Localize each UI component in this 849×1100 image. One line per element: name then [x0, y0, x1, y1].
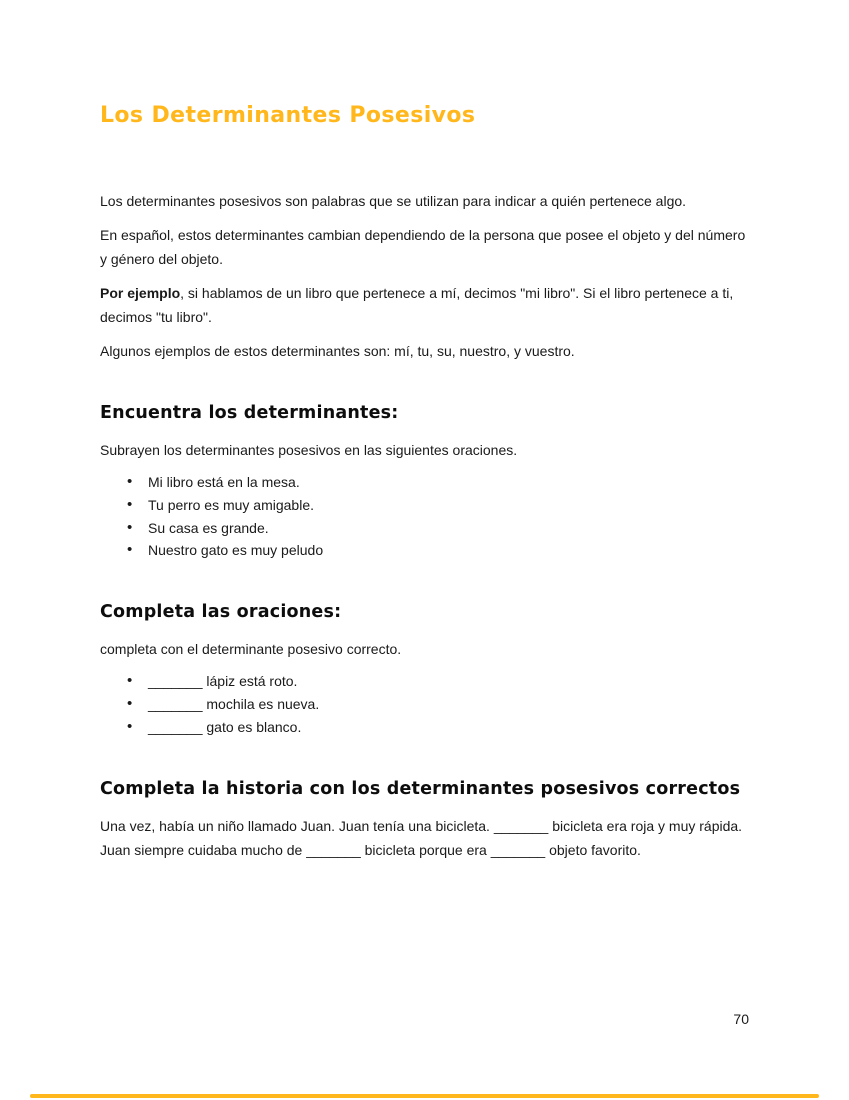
intro-paragraph-3 [100, 281, 755, 329]
complete-sentences-list [127, 670, 755, 738]
instruction-find-determiners: Subrayen los determinantes posesivos en las siguientes oraciones. [100, 442, 518, 458]
instruction-complete-sentences: completa con el determinante posesivo correcto. [100, 641, 402, 658]
list-item: • Nuestro gato es muy peludo [127, 539, 755, 562]
page-number: 70 [733, 1011, 749, 1027]
list-item: • _______ gato es blanco. [127, 716, 755, 739]
intro-paragraph-4: Algunos ejemplos de estos determinantes son: mí, tu, su, nuestro, y vuestro. [100, 343, 575, 359]
intro-paragraph-2: En español, estos determinantes cambian dependiendo de la persona que posee el objeto y del número y género del objeto. [100, 227, 746, 267]
intro-paragraph-3-rest: , si hablamos de un libro que pertenece a mí, decimos "mi libro". Si el libro pertenece a ti, decimos "tu libro". [100, 285, 734, 325]
intro-paragraph-3-bold: Por ejemplo [100, 285, 181, 301]
section-heading-complete-sentences: Completa las oraciones: [100, 602, 342, 623]
intro-paragraph-1: Los determinantes posesivos son palabras que se utilizan para indicar a quién pertenece algo. [100, 193, 687, 209]
section-heading-complete-story: Completa la historia con los determinantes posesivos correctos [100, 778, 741, 799]
list-item: • _______ mochila es nueva. [127, 693, 755, 716]
page-title: Los Determinantes Posesivos [100, 103, 476, 128]
find-determiners-list [127, 471, 755, 562]
footer-accent-rule [30, 1094, 819, 1098]
list-item: • _______ lápiz está roto. [127, 670, 755, 693]
story-paragraph: Una vez, había un niño llamado Juan. Juan tenía una bicicleta. _______ bicicleta era roja y muy rápida. Juan siempre cuidaba mucho de _______ bicicleta porque era _______ objeto favorito. [100, 817, 743, 858]
list-item: • Mi libro está en la mesa. [127, 471, 755, 494]
list-item: • Tu perro es muy amigable. [127, 494, 755, 517]
section-heading-find-determiners: Encuentra los determinantes: [100, 403, 399, 423]
list-item: • Su casa es grande. [127, 517, 755, 540]
